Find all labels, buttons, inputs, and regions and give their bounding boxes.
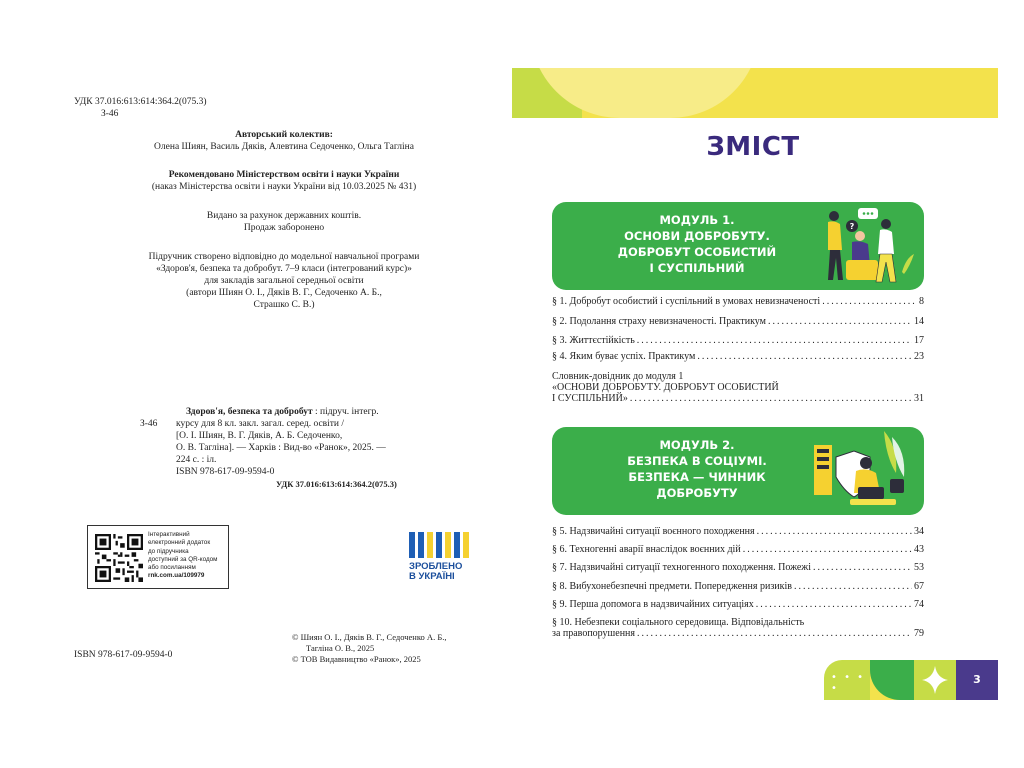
- toc-entry-label: § 3. Життєстійкість: [552, 335, 635, 346]
- toc-entry[interactable]: [552, 296, 924, 308]
- module-1-banner: [552, 202, 924, 290]
- qr-box: [87, 525, 229, 589]
- footer-yellow-block: [870, 660, 914, 700]
- made-in-ukraine-line: ЗРОБЛЕНО: [409, 561, 463, 572]
- qr-text-line: або посиланням: [148, 564, 196, 572]
- qr-text-line: до підручника: [148, 547, 189, 555]
- page-title: ЗМІСТ: [706, 132, 800, 162]
- toc-entry-label: § 4. Яким буває успіх. Практикум: [552, 351, 696, 362]
- toc-page-number: 17: [914, 335, 924, 346]
- toc-entry[interactable]: [552, 581, 924, 593]
- toc-page-number: 31: [914, 393, 924, 404]
- qr-text-line: Інтерактивний: [148, 531, 190, 538]
- toc-entry-label: § 7. Надзвичайні ситуації техногенного походження. Пожежі: [552, 562, 811, 573]
- biblio-title: Здоров'я, безпека та добробут: [186, 407, 313, 417]
- toc-dot-leader: [637, 335, 912, 347]
- copyright-line: © ТОВ Видавництво «Ранок», 2025: [292, 654, 421, 664]
- toc-dot-leader: [813, 562, 912, 574]
- authors-heading: Авторський колектив:: [235, 130, 333, 140]
- biblio-title-rest: : підруч. інтегр.: [312, 407, 379, 417]
- top-decor-band: [512, 68, 998, 118]
- module-title-line: ОСНОВИ ДОБРОБУТУ.: [624, 229, 770, 243]
- biblio-code: З-46: [140, 419, 158, 429]
- toc-entry-label-line: § 10. Небезпеки соціального середовища. Відповідальність: [552, 617, 805, 628]
- left-page: [0, 0, 505, 768]
- ua-flag-bars-icon: [409, 532, 469, 558]
- module-title-line: ДОБРОБУТ ОСОБИСТИЙ: [617, 245, 777, 259]
- biblio-line: О. В. Тагліна]. — Харків : Вид-во «Ранок», 2025. —: [176, 443, 386, 453]
- toc-entry-glossary[interactable]: [552, 393, 924, 405]
- footer-dots: • • • •: [831, 672, 866, 694]
- toc-dot-leader: [743, 544, 912, 556]
- qr-code-icon[interactable]: [95, 534, 143, 582]
- isbn-bottom: ISBN 978-617-09-9594-0: [74, 650, 173, 660]
- security-laptop-illustration-icon: [806, 427, 918, 515]
- program-line: Підручник створено відповідно до модельної навчальної програми: [148, 252, 420, 262]
- module-2-banner: [552, 427, 924, 515]
- module-2-title: [586, 437, 808, 501]
- toc-entry[interactable]: [552, 526, 924, 538]
- toc-entry[interactable]: [552, 599, 924, 611]
- biblio-udk: УДК 37.016:613:614:364.2(075.3): [276, 479, 397, 489]
- program-line: для закладів загальної середньої освіти: [204, 276, 364, 286]
- footer-leaf-block: [824, 660, 870, 700]
- toc-page-number: 43: [914, 544, 924, 555]
- biblio-line: 224 с. : іл.: [176, 455, 217, 465]
- toc-entry-label: § 9. Перша допомога в надзвичайних ситуаціях: [552, 599, 754, 610]
- toc-dot-leader: [757, 526, 912, 538]
- toc-page-number: 23: [914, 351, 924, 362]
- biblio-title-line: [186, 406, 379, 418]
- toc-entry-label: І СУСПІЛЬНИЙ»: [552, 393, 628, 404]
- made-in-ukraine-line: В УКРАЇНІ: [409, 571, 455, 582]
- copyright-line: Тагліна О. В., 2025: [306, 643, 375, 653]
- sparkle-star-icon: [914, 660, 956, 700]
- toc-entry-label: § 8. Вибухонебезпечні предмети. Попередження ризиків: [552, 581, 792, 592]
- module-1-title: [586, 212, 808, 276]
- toc-dot-leader: [768, 316, 912, 328]
- module-title-line: І СУСПІЛЬНИЙ: [649, 261, 745, 275]
- toc-dot-leader: [630, 393, 912, 405]
- module-title-line: МОДУЛЬ 2.: [659, 438, 735, 452]
- people-thinking-illustration-icon: [806, 202, 918, 290]
- module-2-toc: [552, 526, 924, 646]
- glossary-line: Словник-довідник до модуля 1: [552, 371, 684, 382]
- program-line: «Здоров'я, безпека та добробут. 7–9 класи (інтегрований курс)»: [156, 264, 412, 274]
- qr-text-line: електронний додаток: [148, 539, 211, 547]
- toc-dot-leader: [794, 581, 912, 593]
- right-page: [512, 0, 998, 768]
- recommended: Рекомендовано Міністерством освіти і науки України: [168, 170, 400, 180]
- toc-entry-label: § 5. Надзвичайні ситуації воєнного походження: [552, 526, 755, 537]
- toc-entry[interactable]: [552, 544, 924, 556]
- ministry-order: (наказ Міністерства освіти і науки України від 10.03.2025 № 431): [151, 182, 417, 192]
- footer-star-block: [914, 660, 956, 700]
- toc-entry-label: за правопорушення: [552, 628, 635, 639]
- program-line: (автори Шиян О. І., Дяків В. Г., Седоченко А. Б.,: [186, 288, 382, 298]
- toc-dot-leader: [756, 599, 912, 611]
- funded-line-1: Видано за рахунок державних коштів.: [206, 211, 362, 221]
- svg-text:?: ?: [849, 222, 855, 231]
- toc-dot-leader: [822, 296, 917, 308]
- qr-link[interactable]: rnk.com.ua/109979: [148, 572, 205, 580]
- program-line: Страшко С. В.): [253, 300, 315, 310]
- module-title-line: МОДУЛЬ 1.: [659, 213, 735, 227]
- module-1-toc: [552, 296, 924, 416]
- toc-page-number: 53: [914, 562, 924, 573]
- toc-page-number: 67: [914, 581, 924, 592]
- toc-dot-leader: [637, 628, 912, 640]
- glossary-line: «ОСНОВИ ДОБРОБУТУ. ДОБРОБУТ ОСОБИСТИЙ: [552, 382, 779, 393]
- module-title-line: БЕЗПЕКА В СОЦІУМІ.: [627, 454, 767, 468]
- toc-entry[interactable]: [552, 628, 924, 640]
- biblio-line: [О. І. Шиян, В. Г. Дяків, А. Б. Седоченко,: [176, 431, 343, 441]
- udk-top: УДК 37.016:613:614:364.2(075.3): [74, 97, 207, 107]
- module-title-line: ДОБРОБУТУ: [656, 486, 738, 500]
- copyright-line: © Шиян О. І., Дяків В. Г., Седоченко А. Б.,: [292, 632, 447, 642]
- toc-entry[interactable]: [552, 335, 924, 347]
- toc-entry[interactable]: [552, 562, 924, 574]
- toc-dot-leader: [697, 351, 912, 363]
- toc-page-number: 14: [914, 316, 924, 327]
- toc-entry-label: § 6. Техногенні аварії внаслідок воєнних дій: [552, 544, 741, 555]
- qr-description: [148, 531, 217, 581]
- toc-page-number: 8: [919, 296, 924, 307]
- qr-text-line: доступний за QR-кодом: [148, 555, 218, 563]
- biblio-line: курсу для 8 кл. закл. загал. серед. освіти /: [176, 419, 345, 429]
- toc-page-number: 79: [914, 628, 924, 639]
- toc-entry[interactable]: [552, 351, 924, 363]
- toc-entry-label: § 2. Подолання страху невизначеності. Практикум: [552, 316, 766, 327]
- authors: Олена Шиян, Василь Дяків, Алевтина Седоченко, Ольга Тагліна: [154, 142, 414, 152]
- funded-line-2: Продаж заборонено: [243, 223, 325, 233]
- biblio-isbn: ISBN 978-617-09-9594-0: [176, 467, 275, 477]
- made-in-ukraine-logo: [409, 532, 469, 582]
- module-title-line: БЕЗПЕКА — ЧИННИК: [628, 470, 766, 484]
- page-footer: [824, 660, 998, 700]
- code-top: З-46: [101, 109, 119, 119]
- toc-page-number: 34: [914, 526, 924, 537]
- toc-entry-label: § 1. Добробут особистий і суспільний в умовах невизначеності: [552, 296, 821, 307]
- page-number: 3: [956, 660, 998, 700]
- toc-page-number: 74: [914, 599, 924, 610]
- toc-entry[interactable]: [552, 316, 924, 328]
